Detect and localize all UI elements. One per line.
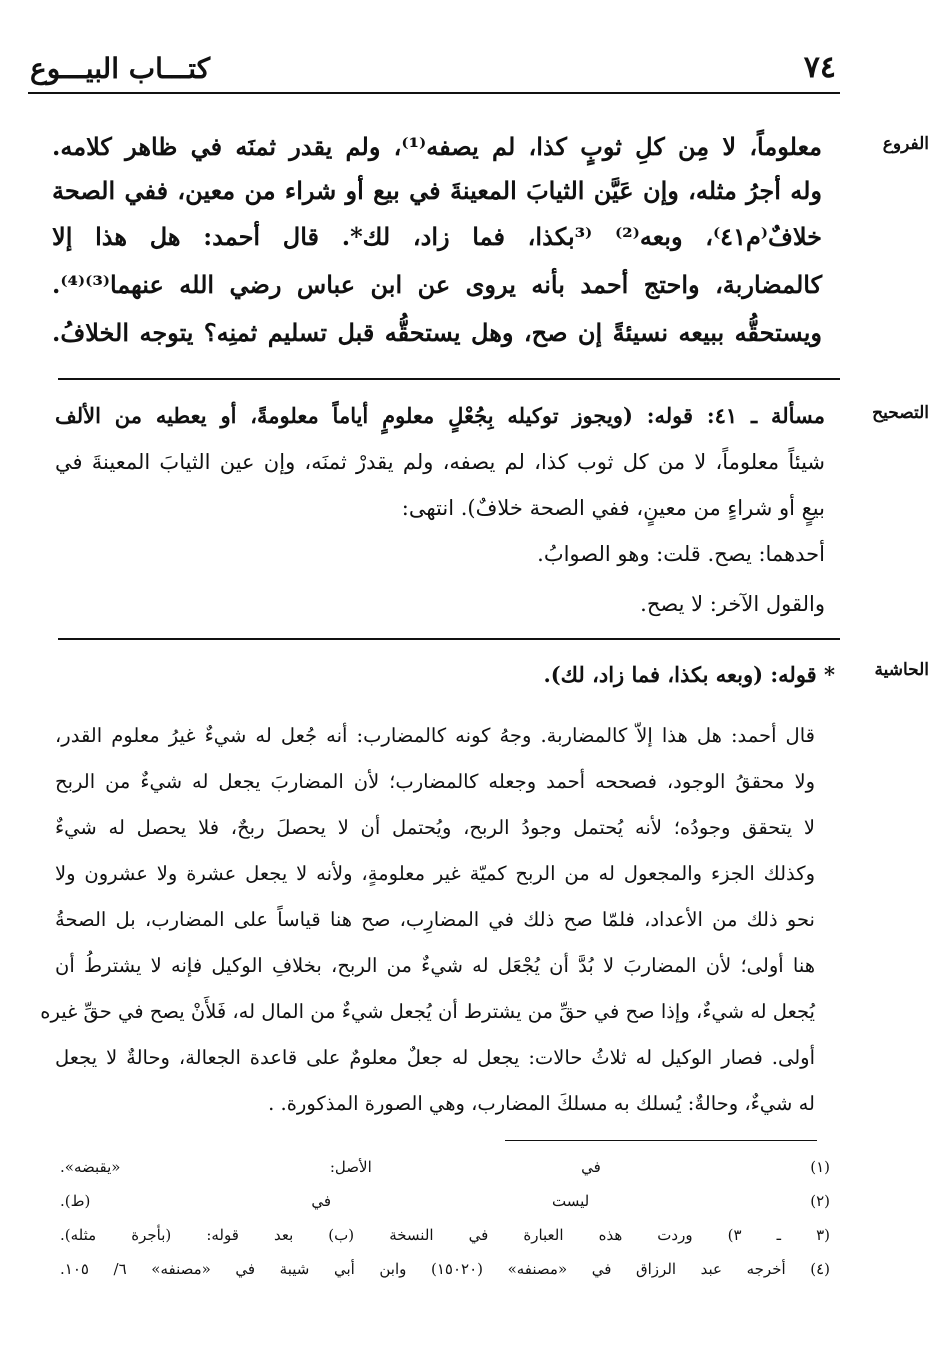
footnote-rule — [505, 1140, 817, 1141]
hashiya-line: وكذلك الجزء والمجعول له من الربح كميّة غير معلومةٍ، ولأنه لا يجعل عشرة ولا عشرون ولا — [55, 862, 815, 885]
hashiya-line: له شيءٌ، وحالةٌ: يُسلك به مسلكَ المضارب، وهي الصورة المذكورة. . — [268, 1092, 815, 1115]
tashih-line: مسألة ـ ٤١: قوله: (ويجوز توكيله بِجُعْلٍ معلومٍ أياماً معلومةً، أو يعطيه من الألف — [55, 403, 825, 428]
hashiya-line: لا يتحقق وجودُه؛ لأنه يُحتمل وجودُ الربح، ويُحتمل أن لا يحصلَ ربحٌ، فلا يحصل له شيءٌ — [55, 816, 815, 839]
hashiya-line: يُجعل له شيءٌ، وإذا صح في حقِّ من يشترط أن يُجعل شيءٌ من المال له، فَلأَنْ يصح في حقِّ غيره — [40, 1000, 815, 1023]
section-label-tashih: التصحيح — [872, 403, 929, 423]
tashih-line: بيعٍ أو شراءٍ من معينٍ، ففي الصحة خلافٌ). انتهى: — [401, 496, 825, 520]
hashiya-line: أولى. فصار الوكيل له ثلاثُ حالات: يجعل له جعلٌ معلومٌ على قاعدة الجعالة، وحالةٌ لا يجعل — [55, 1046, 815, 1069]
footnote: (٣ ـ ٣) وردت هذه العبارة في النسخة (ب) بعد قوله: (بأجرة مثله). — [60, 1226, 830, 1244]
furu-line: ويستحقُّه ببيعه نسيئةً إن صح، وهل يستحقُّه قبل تسليم ثمنِه؟ يتوجه الخلافُ. — [52, 318, 822, 347]
hashiya-line: نحو ذلك من الأعداد، فلمّا صح ذلك في المضارِب، صح هنا قياساً على المضارب، بل الصحةُ — [55, 908, 815, 931]
tashih-line: أحدهما: يصح. قلت: وهو الصوابُ. — [537, 542, 825, 566]
footnote: (٢) ليست في (ط). — [60, 1192, 830, 1210]
tashih-line: شيئاً معلوماً، لا من كل ثوب كذا، لم يصفه، ولم يقدرْ ثمنَه، وإن عين الثيابَ المعينةَ في — [55, 450, 825, 474]
furu-line: خلافٌ⁽م٤١⁾، وبعه⁽²⁾ ⁽³بكذا، فما زاد، لك*. قال أحمد: هل هذا إلا — [52, 222, 822, 251]
furu-line: كالمضاربة، واحتج أحمد بأنه يروى عن ابن عباس رضي الله عنهما⁽³⁾⁽⁴⁾. — [52, 270, 822, 299]
section-divider — [58, 638, 840, 640]
tashih-line: والقول الآخر: لا يصح. — [640, 592, 825, 616]
footnote: (٤) أخرجه عبد الرزاق في «مصنفه» (١٥٠٢٠) وابن أبي شيبة في «مصنفه» ٦/ ١٠٥. — [60, 1260, 831, 1278]
furu-line: وله أجرُ مثله، وإن عَيَّن الثيابَ المعينةَ في بيع أو شراء من معين، ففي الصحة — [52, 176, 822, 205]
hashiya-heading: * قوله: (وبعه بكذا، فما زاد، لك). — [543, 662, 835, 687]
hashiya-line: هنا أولى؛ لأن المضاربَ لا بُدَّ أن يُجْعَل له شيءٌ من الربح، بخلافِ الوكيل فإنه لا يشترطُ أن — [55, 954, 815, 977]
hashiya-line: ولا محققُ الوجود، فصححه أحمد وجعله كالمضارب؛ لأن المضاربَ يجعل له شيءٌ من الربح — [55, 770, 815, 793]
footnote: (١) في الأصل: «يقبضه». — [60, 1158, 830, 1176]
section-label-furu: الفروع — [882, 134, 929, 154]
book-title: كتـــاب البيـــوع — [30, 52, 211, 85]
header-rule — [28, 92, 840, 94]
section-divider — [58, 378, 840, 380]
furu-line: معلوماً، لا مِن كلِ ثوبٍ كذا، لم يصفه⁽¹⁾، ولم يقدر ثمنَه في ظاهر كلامه. — [52, 132, 823, 161]
page-number: ٧٤ — [803, 50, 836, 85]
section-label-hashiya: الحاشية — [874, 660, 929, 680]
hashiya-line: قال أحمد: هل هذا إلاّ كالمضاربة. وجهُ كونه كالمضارب: أنه جُعل له شيءٌ غيرُ معلوم القدر، — [55, 724, 815, 747]
